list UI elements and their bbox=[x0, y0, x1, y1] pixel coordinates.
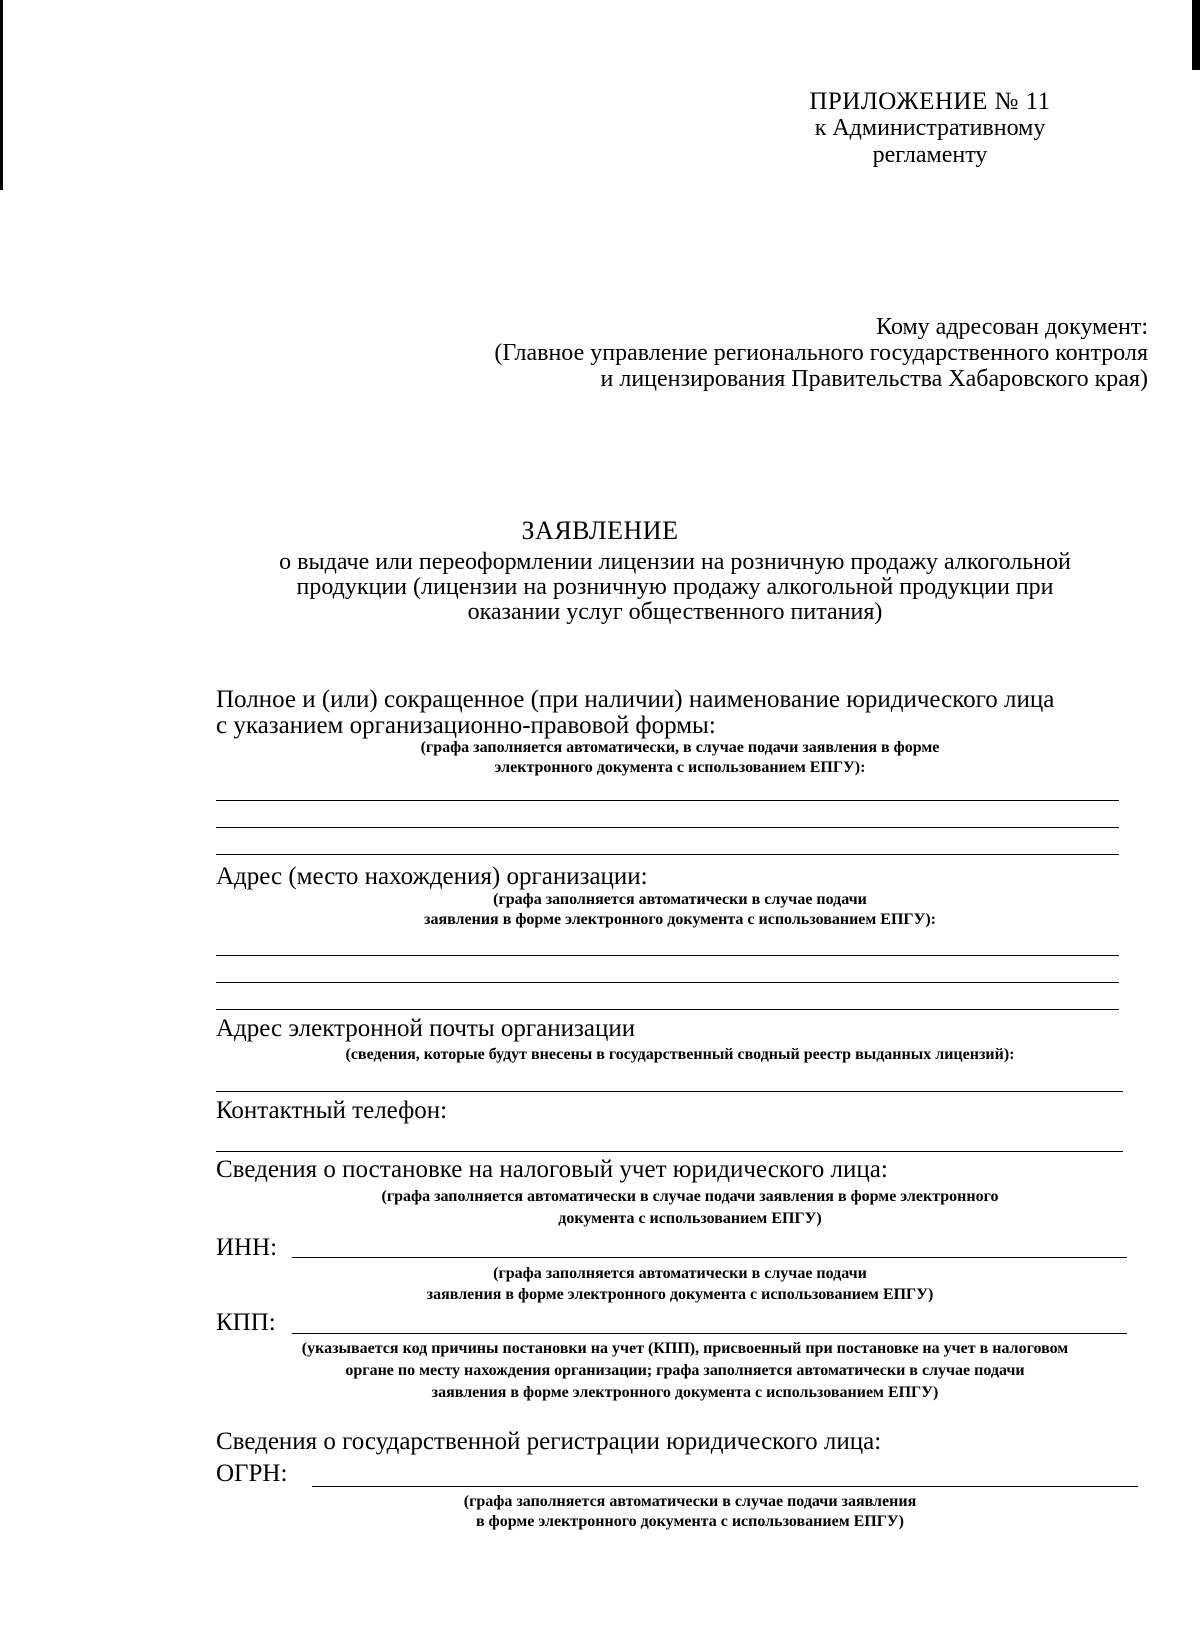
email-note: (сведения, которые будут внесены в государственный сводный реестр выданных лицензий): bbox=[345, 1046, 1015, 1063]
appendix-subtitle-2: регламенту bbox=[872, 142, 988, 168]
addressee-label: Кому адресован документ: bbox=[876, 314, 1148, 340]
tax-note-1: (графа заполняется автоматически в случае подачи заявления в форме электронного bbox=[381, 1188, 999, 1205]
document-title: ЗАЯВЛЕНИЕ bbox=[521, 516, 679, 545]
ogrn-note-1: (графа заполняется автоматически в случае подачи заявления bbox=[463, 1493, 917, 1510]
inn-label: ИНН: bbox=[216, 1234, 278, 1261]
ogrn-label: ОГРН: bbox=[216, 1460, 288, 1487]
org-name-input-line-2[interactable] bbox=[216, 827, 1119, 828]
phone-input-line[interactable] bbox=[216, 1151, 1123, 1152]
email-label: Адрес электронной почты организации bbox=[216, 1015, 636, 1042]
scan-edge-mark-right bbox=[1192, 0, 1200, 70]
org-name-input-line-1[interactable] bbox=[216, 800, 1119, 801]
org-name-note-1: (графа заполняется автоматически, в случае подачи заявления в форме bbox=[420, 739, 940, 756]
org-address-label: Адрес (место нахождения) организации: bbox=[216, 863, 648, 890]
document-subtitle-line-3: оказании услуг общественного питания) bbox=[467, 599, 883, 625]
addressee-line-2: и лицензирования Правительства Хабаровского края) bbox=[600, 366, 1148, 392]
org-address-input-line-1[interactable] bbox=[216, 955, 1119, 956]
tax-note-2: документа с использованием ЕПГУ) bbox=[558, 1210, 822, 1227]
kpp-note-3: заявления в форме электронного документа с использованием ЕПГУ) bbox=[431, 1384, 939, 1401]
org-address-note-2: заявления в форме электронного документа с использованием ЕПГУ): bbox=[424, 911, 936, 928]
scan-edge-mark-left bbox=[0, 0, 3, 190]
registration-label: Сведения о государственной регистрации юридического лица: bbox=[216, 1428, 882, 1455]
kpp-label: КПП: bbox=[216, 1309, 276, 1336]
org-address-input-line-2[interactable] bbox=[216, 982, 1119, 983]
appendix-header bbox=[780, 88, 1080, 169]
org-address-note-1: (графа заполняется автоматически в случае подачи bbox=[493, 891, 867, 908]
email-input-line[interactable] bbox=[216, 1091, 1123, 1092]
org-name-note-2: электронного документа с использованием ЕПГУ): bbox=[494, 759, 866, 776]
appendix-title: ПРИЛОЖЕНИЕ № 11 bbox=[809, 88, 1051, 115]
document-subtitle-line-2: продукции (лицензии на розничную продажу алкогольной продукции при bbox=[296, 574, 1054, 600]
ogrn-input-line[interactable] bbox=[312, 1486, 1138, 1487]
phone-label: Контактный телефон: bbox=[216, 1097, 448, 1124]
tax-label: Сведения о постановке на налоговый учет юридического лица: bbox=[216, 1156, 888, 1183]
org-name-label-1: Полное и (или) сокращенное (при наличии) наименование юридического лица bbox=[216, 686, 1055, 713]
org-name-input-line-3[interactable] bbox=[216, 854, 1119, 855]
org-address-input-line-3[interactable] bbox=[216, 1009, 1119, 1010]
kpp-note-1: (указывается код причины постановки на учет (КПП), присвоенный при постановке на учет в налоговом bbox=[301, 1340, 1069, 1357]
addressee-block bbox=[328, 314, 1148, 392]
inn-note-1: (графа заполняется автоматически в случае подачи bbox=[493, 1265, 867, 1282]
inn-note-2: заявления в форме электронного документа с использованием ЕПГУ) bbox=[426, 1286, 934, 1303]
addressee-line-1: (Главное управление регионального государственного контроля bbox=[494, 340, 1148, 366]
kpp-input-line[interactable] bbox=[292, 1333, 1127, 1334]
appendix-subtitle-1: к Административному bbox=[814, 115, 1046, 141]
document-subtitle bbox=[180, 550, 1170, 625]
document-subtitle-line-1: о выдаче или переоформлении лицензии на розничную продажу алкогольной bbox=[279, 549, 1071, 575]
ogrn-note-2: в форме электронного документа с использованием ЕПГУ) bbox=[476, 1513, 904, 1530]
kpp-note-2: органе по месту нахождения организации; графа заполняется автоматически в случае подачи bbox=[345, 1362, 1025, 1379]
org-name-label-2: с указанием организационно-правовой формы: bbox=[216, 712, 716, 739]
inn-input-line[interactable] bbox=[292, 1257, 1127, 1258]
